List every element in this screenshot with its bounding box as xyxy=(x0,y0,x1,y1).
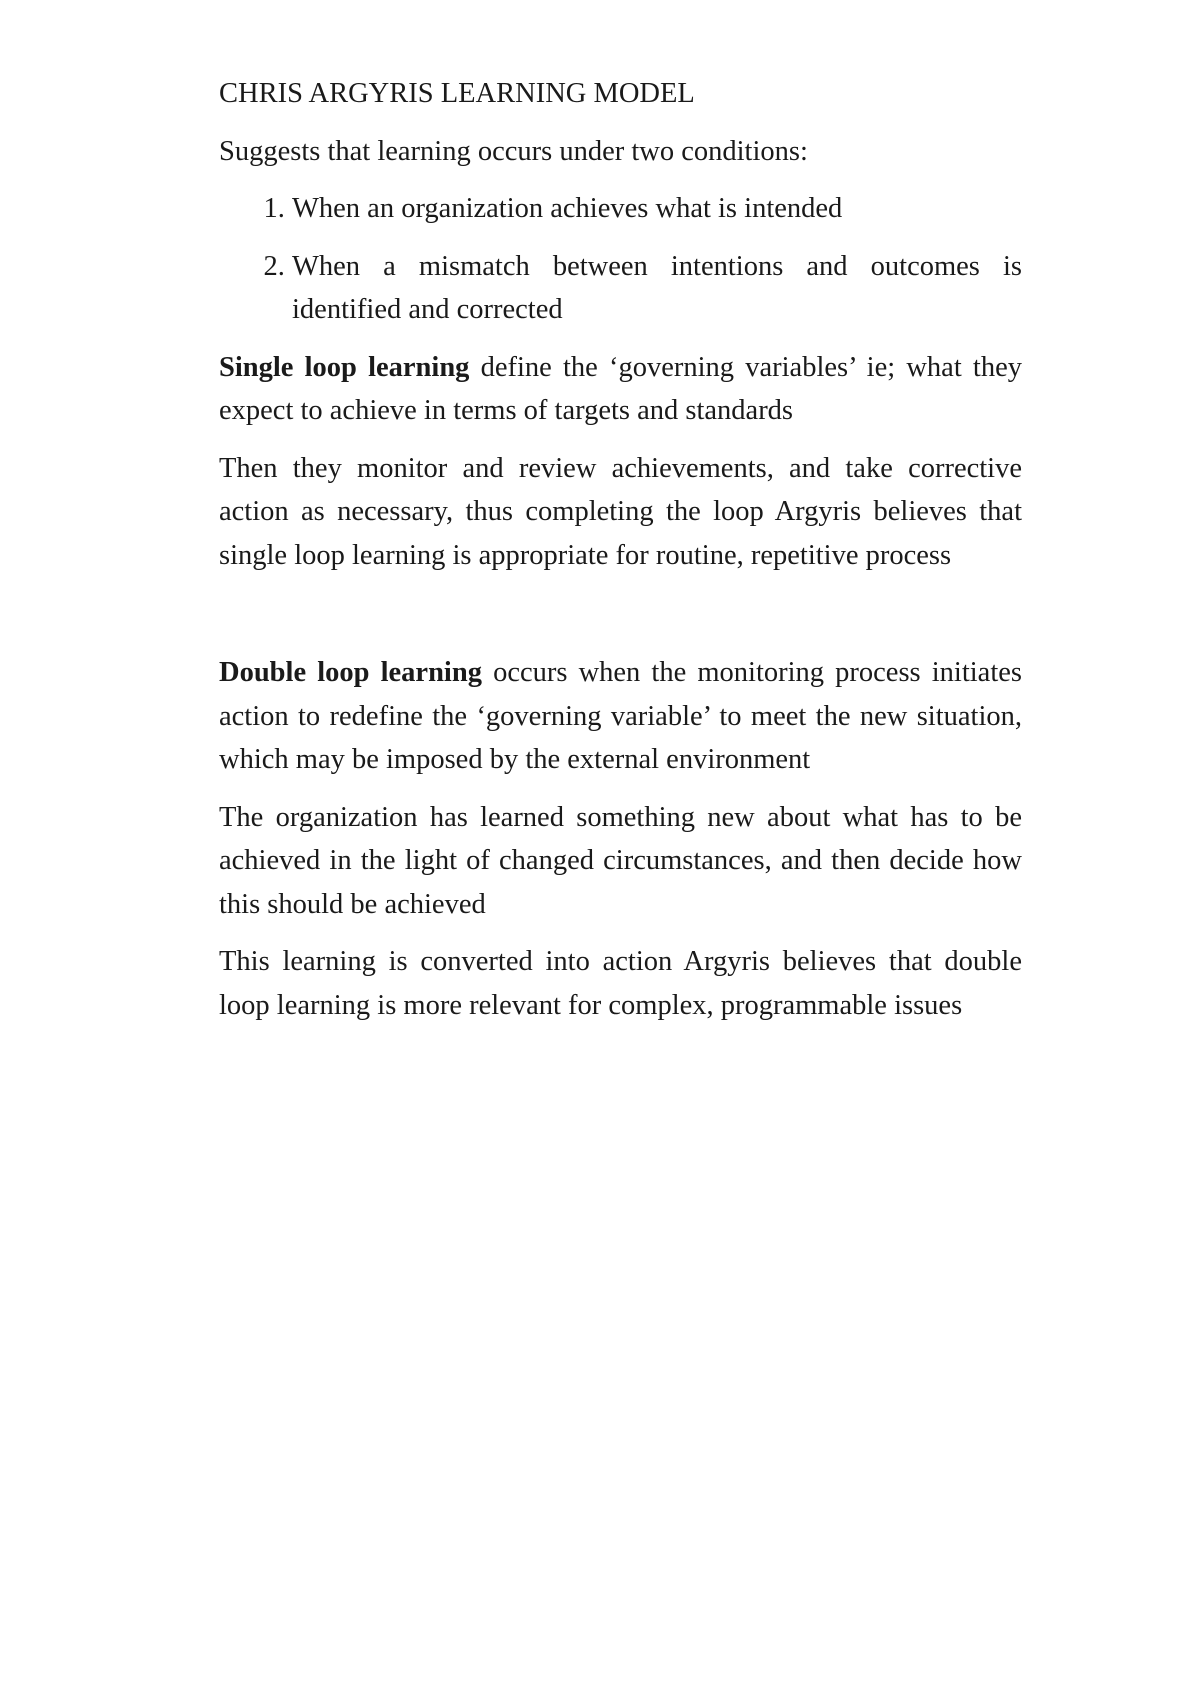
single-loop-followup: Then they monitor and review achievements, and take corrective action as necessary, thus completing the loop Argyris believes that single loop learning is appropriate for routine, repetitive process xyxy=(219,452,1022,571)
document-page xyxy=(219,72,1022,1041)
condition-item: 1. When an organization achieves what is intended xyxy=(292,187,1022,231)
single-loop-definition: define the ‘governing variables’ ie; what they expect to achieve in terms of targets and standards xyxy=(219,351,1022,426)
double-loop-definition: occurs when the monitoring process initiates action to redefine the ‘governing variable’ to meet the new situation, which may be imposed by the external environment xyxy=(219,657,1022,775)
double-loop-followup-1: The organization has learned something new about what has to be achieved in the light of changed circumstances, and then decide how this should be achieved xyxy=(219,801,1022,920)
document-title: CHRIS ARGYRIS LEARNING MODEL xyxy=(219,78,695,109)
single-loop-paragraph xyxy=(219,346,1022,433)
single-loop-term: Single loop learning xyxy=(219,351,470,383)
double-loop-followup-2: This learning is converted into action Argyris believes that double loop learning is more relevant for complex, programmable issues xyxy=(219,946,1022,1021)
blank-line xyxy=(219,591,1022,651)
double-loop-paragraph xyxy=(219,651,1022,782)
condition-item: 2. When a mismatch between intentions and outcomes is identified and corrected xyxy=(292,245,1022,332)
intro-paragraph: Suggests that learning occurs under two conditions: xyxy=(219,135,808,167)
double-loop-term: Double loop learning xyxy=(219,657,482,688)
conditions-list xyxy=(219,187,1022,332)
